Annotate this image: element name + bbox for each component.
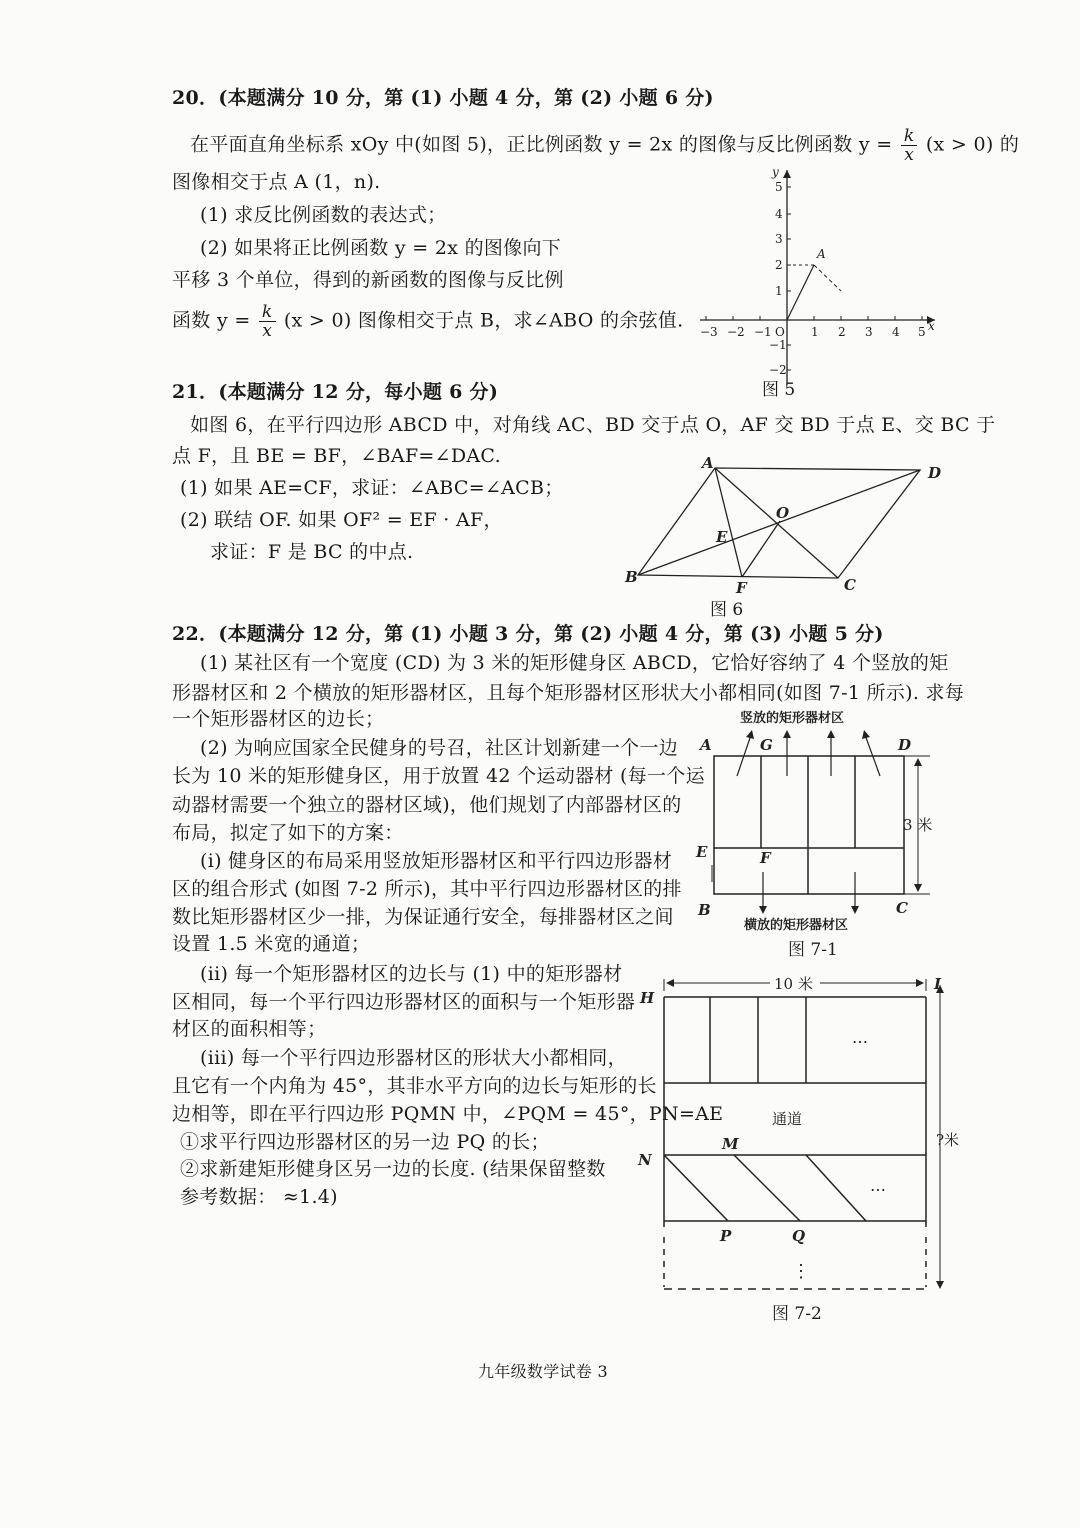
- q20-line1: [190, 127, 1019, 164]
- x-tick: 3: [865, 325, 873, 339]
- frac-numerator: k: [901, 127, 918, 146]
- q22-p1-c: 一个矩形器材区的边长；: [172, 708, 385, 730]
- fig71-label-e: E: [696, 843, 708, 861]
- q21-part2-b: 求证：F 是 BC 的中点.: [210, 541, 414, 563]
- q22-question-b: ②求新建矩形健身区另一边的长度. (结果保留整数: [180, 1158, 606, 1180]
- fig71-dimension: 3 米: [903, 816, 933, 834]
- fig72-ellipsis-bottom: …: [870, 1176, 886, 1195]
- label-a: A: [702, 454, 714, 472]
- q22-p2-c: 动器材需要一个独立的器材区域)，他们规划了内部器材区的: [172, 794, 682, 816]
- q22-i-d: 设置 1.5 米宽的通道；: [172, 933, 371, 955]
- frac-numerator: k: [259, 303, 276, 322]
- label-f: F: [736, 579, 747, 597]
- x-tick: −2: [727, 325, 745, 339]
- y-tick: 2: [775, 258, 783, 272]
- y-tick: 5: [775, 180, 783, 194]
- q22-i-a: (i) 健身区的布局采用竖放矩形器材区和平行四边形器材: [200, 850, 673, 872]
- fig71-label-d: D: [898, 736, 912, 754]
- q21-line1: 如图 6，在平行四边形 ABCD 中，对角线 AC、BD 交于点 O，AF 交 BD 于点 E、交 BC 于: [190, 414, 996, 436]
- line-y-2x: [787, 265, 814, 320]
- y-tick: 4: [775, 207, 783, 221]
- q22-i-b: 区的组合形式 (如图 7-2 所示)，其中平行四边形器材区的排: [172, 878, 682, 900]
- y-tick: −2: [769, 363, 787, 377]
- q22-p2-a: (2) 为响应国家全民健身的号召，社区计划新建一个一边: [200, 737, 679, 759]
- label-d: D: [928, 464, 942, 482]
- q22-p1-a: (1) 某社区有一个宽度 (CD) 为 3 米的矩形健身区 ABCD，它恰好容纳了 4 个竖放的矩: [200, 652, 949, 674]
- q20-line1-text: 在平面直角坐标系 xOy 中(如图 5)，正比例函数 y = 2x 的图像与反比例函数 y =: [190, 133, 893, 156]
- y-tick: −1: [769, 338, 787, 352]
- figure-7-1: [690, 700, 950, 970]
- fig71-top-label: 竖放的矩形器材区: [740, 711, 845, 726]
- fig72-aisle-label: 通道: [772, 1110, 803, 1128]
- fig72-label-h: H: [640, 989, 655, 1007]
- q22-p2-b: 长为 10 米的矩形健身区，用于放置 42 个运动器材 (每一个运: [172, 765, 705, 787]
- q20-line2: 图像相交于点 A (1，n).: [172, 171, 381, 193]
- fig71-label-c: C: [896, 899, 908, 917]
- fig71-label-b: B: [698, 901, 711, 919]
- q20-part2-a: (2) 如果将正比例函数 y = 2x 的图像向下: [200, 237, 562, 259]
- q22-question-c: 参考数据： ≈1.4): [180, 1186, 338, 1208]
- q22-header: 22．(本题满分 12 分，第 (1) 小题 3 分，第 (2) 小题 4 分，第 (3) 小题 5 分): [172, 623, 884, 645]
- fig72-label-m: M: [722, 1135, 739, 1153]
- origin-label: O: [775, 325, 785, 339]
- x-tick: 4: [892, 325, 900, 339]
- fig72-ellipsis-top: …: [852, 1028, 868, 1047]
- q20-header: 20．(本题满分 10 分，第 (1) 小题 4 分，第 (2) 小题 6 分): [172, 87, 714, 109]
- label-c: C: [844, 576, 856, 594]
- label-o: O: [776, 504, 790, 522]
- point-a-label: A: [817, 247, 826, 261]
- figure-6-parallelogram: [620, 450, 960, 600]
- y-tick: 3: [775, 232, 783, 246]
- q21-part1: (1) 如果 AE=CF，求证：∠ABC=∠ACB；: [180, 477, 564, 499]
- figure-6-caption: 图 6: [710, 600, 744, 620]
- q22-p1-b: 形器材区和 2 个横放的矩形器材区，且每个矩形器材区形状大小都相同(如图 7-1 所示). 求每: [172, 682, 965, 704]
- q21-line2: 点 F，且 BE = BF，∠BAF=∠DAC.: [172, 445, 501, 467]
- fig71-label-g: G: [760, 736, 773, 754]
- y-tick: 1: [775, 284, 783, 298]
- q20-line1-tail: (x > 0) 的: [925, 133, 1020, 156]
- figure-5-graph: [680, 160, 950, 400]
- fig72-label-n: N: [638, 1151, 652, 1169]
- q22-i-c: 数比矩形器材区少一排，为保证通行安全，每排器材区之间: [172, 906, 674, 928]
- q20-fraction-2: [259, 303, 276, 340]
- figure-7-2: [630, 965, 975, 1335]
- figure-5-caption: 图 5: [762, 380, 796, 400]
- q22-ii-c: 材区的面积相等；: [172, 1018, 327, 1040]
- q20-part2-b: 平移 3 个单位，得到的新函数的图像与反比例: [172, 269, 564, 291]
- fig71-label-a: A: [700, 736, 712, 754]
- q22-ii-b: 区相同，每一个平行四边形器材区的面积与一个矩形器: [172, 991, 636, 1013]
- hyperbola-sketch: [814, 265, 841, 291]
- label-e: E: [716, 528, 728, 546]
- fig72-label-p: P: [720, 1227, 732, 1245]
- q22-question-a: ①求平行四边形器材区的另一边 PQ 的长；: [180, 1131, 550, 1153]
- x-tick: −1: [754, 325, 772, 339]
- y-axis-label: y: [772, 165, 779, 179]
- q20-part1: (1) 求反比例函数的表达式；: [200, 204, 447, 226]
- fig72-height-label: ?米: [936, 1131, 960, 1149]
- fig71-bottom-label: 横放的矩形器材区: [744, 918, 849, 933]
- q20-part2-c: [172, 303, 684, 340]
- x-tick: 2: [838, 325, 846, 339]
- fig71-caption: 图 7-1: [788, 940, 838, 960]
- q21-header: 21．(本题满分 12 分，每小题 6 分): [172, 381, 499, 403]
- q20-fraction: [901, 127, 918, 164]
- q20-part2-c-pre: 函数 y =: [172, 309, 251, 332]
- page-footer: 九年级数学试卷 3: [478, 1362, 608, 1381]
- fig72-caption: 图 7-2: [772, 1304, 822, 1324]
- frac-denominator: x: [262, 321, 273, 341]
- fig72-label-i: I: [934, 975, 942, 993]
- q21-part2-a: (2) 联结 OF. 如果 OF² = EF · AF，: [180, 509, 503, 531]
- fig72-vdots: ⋮: [792, 1261, 810, 1282]
- label-b: B: [625, 568, 638, 586]
- q22-iii-a: (iii) 每一个平行四边形器材区的形状大小都相同，: [200, 1047, 627, 1069]
- q22-p2-d: 布局，拟定了如下的方案：: [172, 822, 404, 844]
- q22-iii-c: 边相等，即在平行四边形 PQMN 中，∠PQM = 45°，PN=AE: [172, 1103, 724, 1125]
- fig71-label-f: F: [760, 849, 771, 867]
- fig72-label-q: Q: [792, 1227, 806, 1245]
- q20-part2-c-post: (x > 0) 图像相交于点 B，求∠ABO 的余弦值.: [283, 309, 684, 332]
- x-tick: 5: [918, 325, 926, 339]
- q22-iii-b: 且它有一个内角为 45°，其非水平方向的边长与矩形的长: [172, 1075, 657, 1097]
- x-tick: −3: [700, 325, 718, 339]
- x-axis-label: x: [928, 319, 935, 333]
- fig72-width-label: 10 米: [774, 975, 813, 993]
- x-tick: 1: [811, 325, 819, 339]
- frac-denominator: x: [904, 145, 915, 165]
- q22-ii-a: (ii) 每一个矩形器材区的边长与 (1) 中的矩形器材: [200, 963, 623, 985]
